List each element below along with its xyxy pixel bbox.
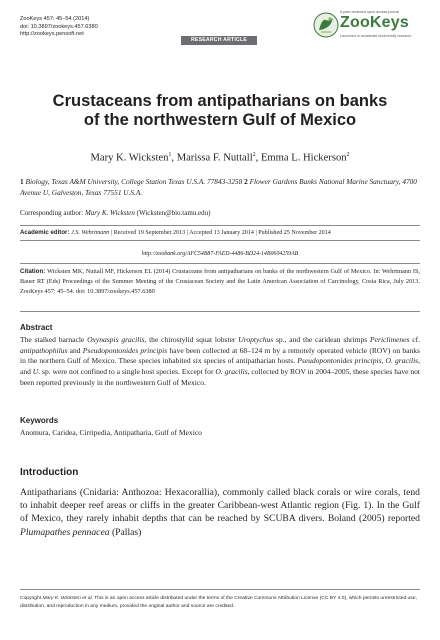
abstract-text-run: cf. [409,335,421,344]
zoobank-lsid[interactable]: http://zoobank.org/AFC54B87-FAED-4486-BD24-14B0604259AB [141,251,299,257]
affiliations [20,177,420,198]
introduction-italic-run: Plumapathes pennacea [20,526,110,538]
abstract-text-run: and [67,345,83,355]
abstract-text-run: , collected by ROV in 2004–2005, these species have not been reported previously in the northwestern Gulf of Mexico. [20,367,421,387]
corresponding-email[interactable]: (Wicksten@bio.tamu.edu) [134,209,211,217]
copyright-authors: Mary K. Wicksten et al. [42,596,93,601]
affiliation-number: 2 [244,177,248,186]
author-name: Mary K. Wicksten [90,152,169,164]
abstract-text-run: sp., and the caridean shrimps [273,335,371,344]
author-separator: , [171,152,177,164]
divider [20,311,420,312]
abstract-italic-run: U. [32,367,41,377]
abstract-body [20,335,420,389]
author-affiliation-mark: 2 [346,152,350,158]
journal-meta [20,16,98,39]
divider [20,240,420,241]
logo-emblem-icon [312,10,340,40]
abstract-text-run: The stalked barnacle [20,335,88,344]
copyright-text: This is an open access article distributed under the terms of the Creative Commons Attribution License (CC BY 4.0), which permits unrestricted use, distribution, and reproduction in any medium, provided the original author and source are credited. [20,596,417,609]
affiliation-text: Flower Gardens Banks National Marine Sanctuary, 4700 Avenue U, Galveston, Texas 77551 U.S.A. [20,177,417,197]
keywords-text: Anomura, Caridea, Cirripedia, Antipatharia, Gulf of Mexico [20,428,202,437]
abstract-text-run: have been collected at 68–124 m by a remotely operated vehicle (ROV) on banks in the northern Gulf of Mexico. These species inhabited six species of antipatharian hosts. [20,345,421,366]
title-line-1: Crustaceans from antipatharians on banks [52,92,388,110]
abstract-italic-run: antipathophilus [20,345,68,355]
article-type-badge: RESEARCH ARTICLE [181,36,257,45]
logo-name: ZooKeys [340,14,409,31]
keywords-heading: Keywords [20,416,59,425]
editorial-info [20,229,420,236]
citation-text: Wicksten MK, Nuttall MF, Hickerson EL (2014) Crustaceans from antipatharians on banks of the northwestern Gulf of Mexico. In: Wehrtmann IS, Bauer RT (Eds) Proceedings of the Summer Meeting of the Crustacean Society and the Latin American Association of Carcinology, Costa Rica, July 2013. ZooKeys 457: 45–54. doi: 10.3897/zookeys.457.6380 [20,268,420,295]
citation [20,267,420,296]
citation-label: Citation: [20,268,46,275]
divider [20,263,420,264]
journal-url[interactable]: http://zookeys.pensoft.net [20,31,84,38]
introduction-heading: Introduction [20,467,79,478]
author-separator: , [255,152,261,164]
abstract-text-run: sp. were not confined to a single host species. Except for [40,367,216,377]
corresponding-name: Mary K. Wicksten [84,209,135,217]
abstract-heading: Abstract [20,323,53,332]
affiliation-number: 1 [20,177,24,186]
editor-label: Academic editor: [20,229,72,236]
journal-reference: ZooKeys 457: 45–54 (2014) [20,16,90,22]
author-affiliation-mark: 2 [252,152,256,158]
abstract-italic-run: Pseudopontonides principis, O. gracilis [297,356,419,366]
author-list [20,152,420,164]
title-line-2: of the northwestern Gulf of Mexico [83,111,357,129]
affiliation-text: Biology, Texas A&M University, College Station Texas U.S.A. 77843-3258 [23,177,245,186]
publication-dates: | Received 19 September 2013 | Accepted 13 January 2014 | Published 25 November 2014 [109,230,331,236]
author-name: Emma L. Hickerson [260,152,347,164]
abstract-text-run: , the chirostylid squat lobster [144,335,239,344]
introduction-body [20,486,420,539]
editor-name: J.S. Wehrtmann [71,230,110,236]
logo-top-text: A peer-reviewed open-access journal [340,10,400,14]
author-affiliation-mark: 1 [168,152,172,158]
article-title [40,92,400,130]
abstract-italic-run: O. gracilis [215,367,248,377]
divider [20,225,420,226]
abstract-italic-run: Uroptychus [238,335,274,344]
author-name: Marissa F. Nuttall [176,152,253,164]
abstract-italic-run: Oxynaspis gracilis [87,335,145,344]
corresponding-author [20,209,210,217]
divider [20,589,420,590]
doi-link[interactable]: doi: 10.3897/zookeys.457.6380 [20,23,98,30]
corresponding-label: Corresponding author: [20,209,85,217]
abstract-text-run: , and [20,356,420,377]
zookeys-logo [312,10,424,50]
abstract-italic-run: Pseudopontonides principis [82,345,168,355]
logo-tagline: Launched to accelerate biodiversity research [340,34,412,38]
introduction-text-run: Antipatharians (Cnidaria: Anthozoa: Hexacorallia), commonly called black corals or wire corals, tend to inhabit deeper reef areas or cliffs in the greater Caribbean-west Atlantic region (Fig. 1). In the Gulf of Mexico, they rarely inhabit depths that can be reached by SCUBA divers. Boland (2005) reported [20,487,420,525]
abstract-italic-run: Periclimenes [370,335,410,344]
copyright-notice [20,595,420,611]
introduction-text-run: (Pallas) [109,526,142,538]
copyright-label: Copyright [20,596,43,601]
